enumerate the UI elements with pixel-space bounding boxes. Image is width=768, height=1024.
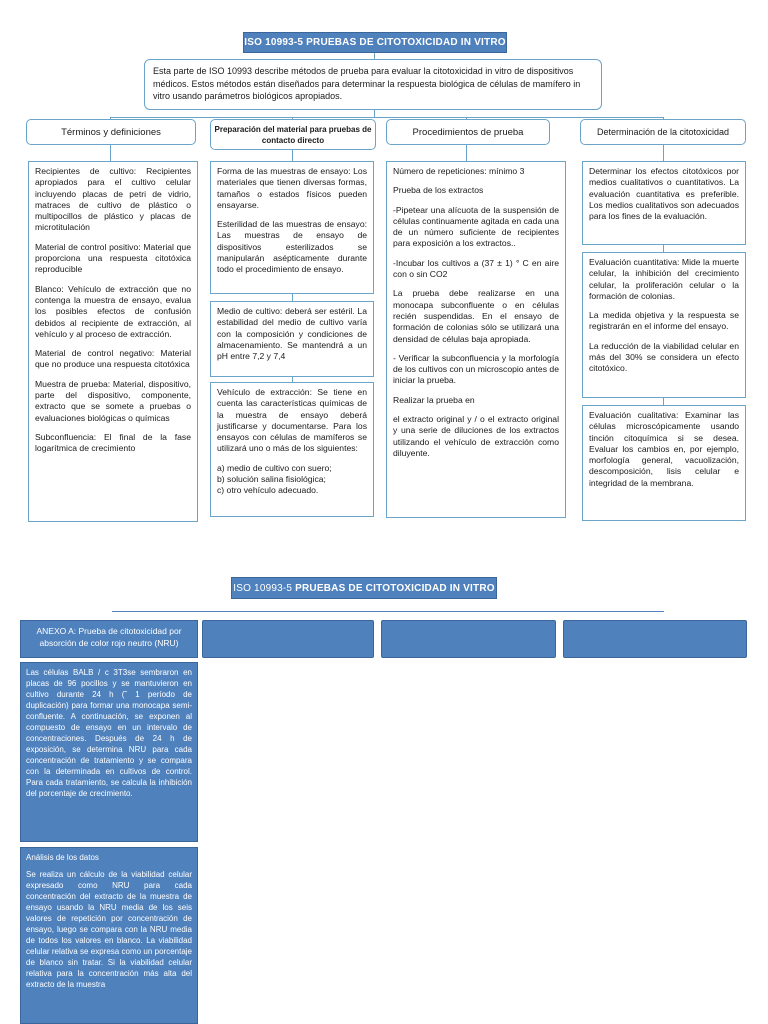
preparacion-box-2	[210, 301, 374, 377]
proc-prueba-extractos: Prueba de los extractos	[393, 185, 484, 196]
term-subconfluencia: Subconfluencia: El final de la fase logarítmica de crecimiento	[35, 431, 191, 454]
det-cuantitativa: Evaluación cuantitativa: Mide la muerte celular, la inhibición del crecimiento celular, la proliferación celular o la formación de colonias.	[589, 257, 739, 301]
prep-opciones: a) medio de cultivo con suero; b) solución salina fisiológica; c) otro vehículo adecuado.	[217, 462, 332, 496]
determinacion-box-1	[582, 161, 746, 245]
connector-h3-box	[466, 145, 467, 161]
determinacion-box-2	[582, 252, 746, 398]
determinacion-box-3	[582, 405, 746, 521]
connector-det-2-3	[663, 398, 664, 405]
connector-horizontal	[110, 117, 663, 118]
prep-esterilidad: Esterilidad de las muestras de ensayo: Las muestras de ensayo de dispositivos esterilizados se manipularán asépticamente durante todo el procedimiento de ensayo.	[217, 219, 367, 275]
preparacion-box-3	[210, 382, 374, 517]
intro-box	[144, 59, 602, 110]
connector-det-1-2	[663, 245, 664, 252]
header-determinacion	[580, 119, 746, 145]
connector-h2-box	[292, 150, 293, 161]
analysis-title: Análisis de los datos	[26, 853, 99, 862]
bottom-title-bold: PRUEBAS DE CITOTOXICIDAD IN VITRO	[295, 583, 495, 594]
proc-realizar: Realizar la prueba en	[393, 394, 475, 405]
bottom-header-2	[202, 620, 374, 658]
bottom-title	[231, 577, 497, 599]
analysis-text: Se realiza un cálculo de la viabilidad celular expresado como NRU para cada concentración del extracto de la muestra de ensayo usando la NRU media de los seis valores de repetición por concentración de ensayo, luego se compara con la NRU media de todos los valores en blanco. La viabilidad celular relativa se expresa como un porcentaje de blanco sin tratar. Si la viabilidad celular relativa para la concentración más alta del extracto de la muestra	[26, 870, 192, 989]
top-title	[243, 32, 507, 53]
proc-incubar: -Incubar los cultivos a (37 ± 1) ° C en aire con o sin CO2	[393, 257, 559, 280]
proc-extracto: el extracto original y / o el extracto original y una serie de diluciones de los extractos utilizando el vehículo de extracción como diluyente.	[393, 414, 559, 458]
prep-forma: Forma de las muestras de ensayo: Los materiales que tienen diversas formas, tamaños o estados físicos pueden ensayarse.	[217, 166, 367, 210]
prep-vehiculo: Vehículo de extracción: Se tiene en cuenta las características químicas de la muestra de ensayo deberá justificarse y documentarse. Para los ensayos con células de mamíferos se utilizará uno o más de los siguientes:	[217, 387, 367, 454]
proc-verificar: - Verificar la subconfluencia y la morfología de los cultivos con un microscopio antes de iniciar la prueba.	[393, 352, 559, 386]
annex-text-box	[20, 662, 198, 842]
annex-header-text: ANEXO A: Prueba de citotoxicidad por absorción de color rojo neutro (NRU)	[36, 626, 182, 648]
term-control-negativo: Material de control negativo: Material que no produce una respuesta citotóxica	[35, 348, 191, 370]
procedimientos-box	[386, 161, 566, 518]
header-procedimientos	[386, 119, 550, 145]
det-efectos: Determinar los efectos citotóxicos por medios cualitativos o cuantitativos. La evaluación cuantitativa es preferible. Los medios cualitativos son adecuados para los fines de la evaluación.	[589, 166, 739, 222]
preparacion-box-1	[210, 161, 374, 294]
bottom-title-light: ISO 10993-5	[233, 583, 296, 594]
bottom-header-4	[563, 620, 747, 658]
proc-repeticiones: Número de repeticiones: mínimo 3	[393, 166, 525, 176]
header-terminos	[26, 119, 196, 145]
header-determinacion-text: Determinación de la citotoxicidad	[596, 127, 730, 137]
term-muestra: Muestra de prueba: Material, dispositivo, parte del dispositivo, componente, extracto que se somete a pruebas o evaluaciones biológicas o químicas	[35, 378, 191, 423]
intro-text: Esta parte de ISO 10993 describe métodos de prueba para evaluar la citotoxicidad in vitro de dispositivos médicos. Estos métodos están diseñados para determinar la respuesta biológica de células de mamífero in vitro usando parámetros biológicos apropiados.	[153, 66, 581, 101]
top-title-text: ISO 10993-5 PRUEBAS DE CITOTOXICIDAD IN VITRO	[244, 37, 506, 48]
term-control-positivo: Material de control positivo: Material que proporciona una respuesta citotóxica reproducible	[35, 241, 191, 275]
bottom-connector	[112, 611, 664, 612]
header-preparacion-text: Preparación del material para pruebas de contacto directo	[214, 124, 372, 145]
bottom-header-3	[381, 620, 556, 658]
connector-prep-1-2	[292, 294, 293, 301]
det-reduccion: La reducción de la viabilidad celular en más del 30% se considera un efecto citotóxico.	[589, 340, 739, 374]
proc-monocapa: La prueba debe realizarse en una monocapa subconfluente o en células recién suspendidas. En el ensayo de formación de colonias sólo se utilizará una densidad de células baja apropiada.	[393, 288, 559, 344]
header-terminos-text: Términos y definiciones	[61, 126, 161, 138]
term-recipientes: Recipientes de cultivo: Recipientes apropiados para el cultivo celular incluyendo placas de petri de vidrio, matraces de cultivo de plástico o multipocillos de plástico y placas de microtitulación	[35, 166, 191, 233]
annex-header	[20, 620, 198, 658]
terminos-box	[28, 161, 198, 522]
connector-h1-box	[110, 145, 111, 161]
prep-medio: Medio de cultivo: deberá ser estéril. La estabilidad del medio de cultivo varía con la composición y condiciones de almacenamiento. Se mantendrá a un pH entre 7,2 y 7,4	[217, 306, 367, 362]
annex-text: Las células BALB / c 3T3se sembraron en placas de 96 pocillos y se mantuvieron en cultivo durante 24 h (˜ 1 período de duplicación) para formar una monocapa semi-confluente. A continuación, se exponen al compuesto de ensayo en un intervalo de concentraciones. Después de 24 h de exposición, se determina NRU para cada concentración de tratamiento y se compara con la determinada en cultivos de control. Para cada tratamiento, se calcula la inhibición del porcentaje de crecimiento.	[26, 668, 192, 798]
connector-h4-box	[663, 145, 664, 161]
header-preparacion	[210, 119, 376, 150]
det-cualitativa: Evaluación cualitativa: Examinar las células microscópicamente usando tinción citoquímica si se desea. Evaluar los cambios en, por ejemplo, morfología general, vacuolización, descomposición, lisis celular e integridad de la membrana.	[589, 410, 739, 488]
analysis-box	[20, 847, 198, 1024]
proc-pipetear: -Pipetear una alícuota de la suspensión de células continuamente agitada en cada una de un número suficiente de recipientes para exposición a los extractos..	[393, 204, 559, 249]
term-blanco: Blanco: Vehículo de extracción que no contenga la muestra de ensayo, evalua los posibles efectos de confusión debidos al recipiente de extracción, al vehículo y al proceso de extracción.	[35, 283, 191, 339]
header-procedimientos-text: Procedimientos de prueba	[412, 126, 524, 138]
det-medida: La medida objetiva y la respuesta se registrarán en el informe del ensayo.	[589, 310, 739, 332]
